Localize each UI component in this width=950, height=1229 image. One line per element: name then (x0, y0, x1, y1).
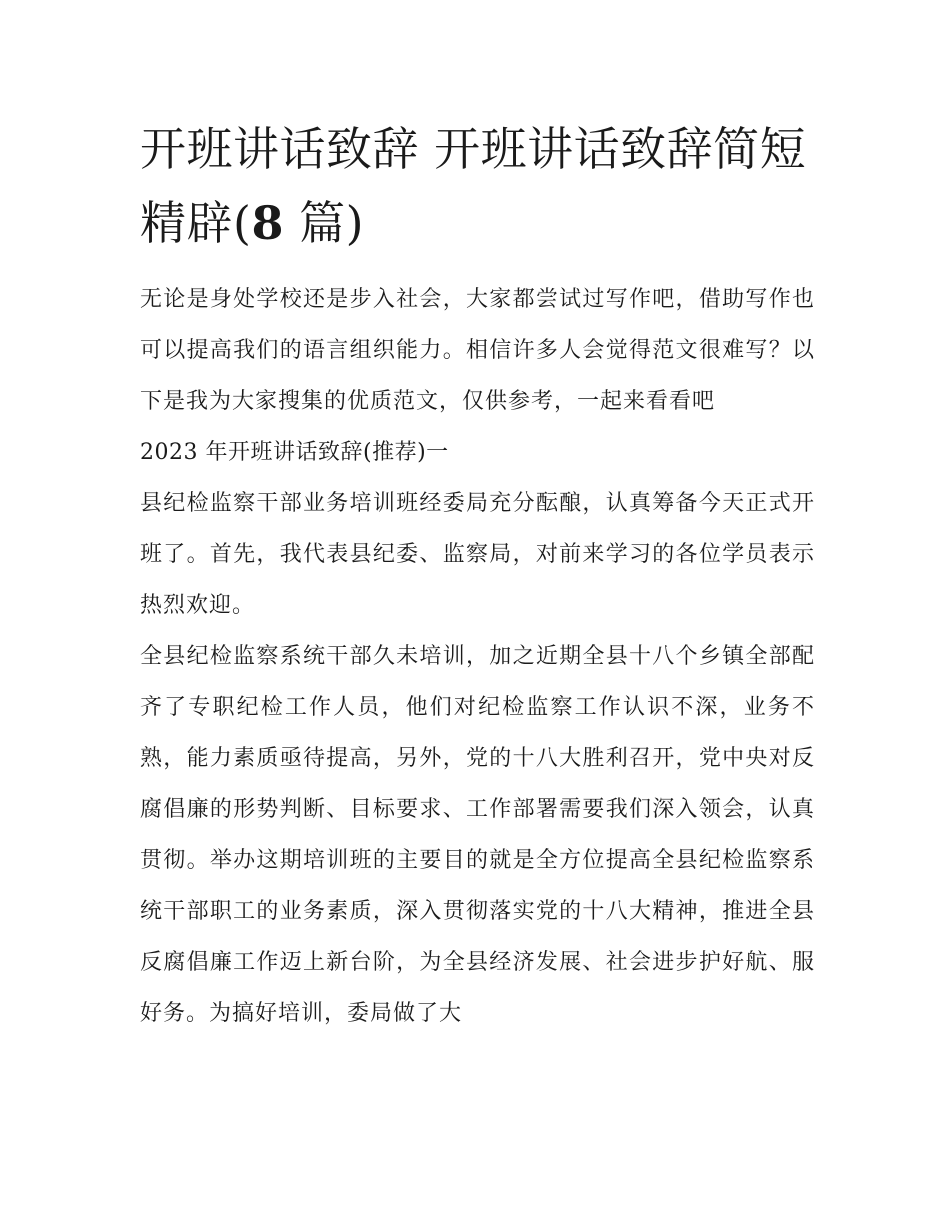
document-title (140, 112, 815, 260)
title-text-part1: 开班讲话致辞 开班讲话致辞简短精辟( (140, 122, 807, 250)
document-page (140, 112, 815, 1039)
title-text-number: 8 (251, 196, 284, 250)
body-paragraph-2: 全县纪检监察系统干部久未培训，加之近期全县十八个乡镇全部配齐了专职纪检工作人员，他们对纪检监察工作认识不深，业务不熟，能力素质亟待提高，另外，党的十八大胜利召开，党中央对反腐倡廉的形势判断、目标要求、工作部署需要我们深入领会，认真贯彻。举办这期培训班的主要目的就是全方位提高全县纪检监察系统干部职工的业务素质，深入贯彻落实党的十八大精神，推进全县反腐倡廉工作迈上新台阶，为全县经济发展、社会进步护好航、服好务。为搞好培训，委局做了大 (140, 644, 815, 1026)
title-text-part2: 篇) (283, 196, 365, 250)
section-heading: 2023 年开班讲话致辞(推荐)一 (140, 440, 449, 465)
body-paragraph-1: 县纪检监察干部业务培训班经委局充分酝酿，认真筹备今天正式开班了。首先，我代表县纪委、监察局，对前来学习的各位学员表示热烈欢迎。 (140, 491, 815, 618)
intro-paragraph: 无论是身处学校还是步入社会，大家都尝试过写作吧，借助写作也可以提高我们的语言组织能力。相信许多人会觉得范文很难写？以下是我为大家搜集的优质范文，仅供参考，一起来看看吧 (140, 287, 815, 414)
